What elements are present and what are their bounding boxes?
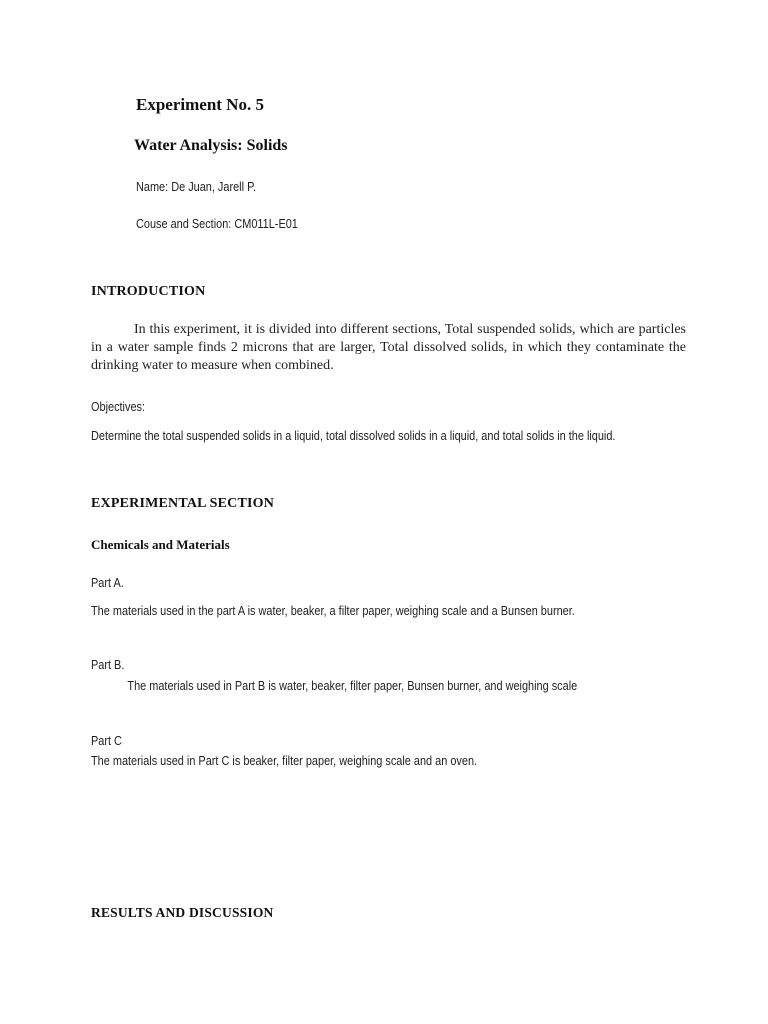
chemicals-materials-heading: Chemicals and Materials — [91, 537, 230, 552]
objectives-text: Determine the total suspended solids in a liquid, total dissolved solids in a liquid, and total solids in the liquid. — [91, 428, 616, 443]
part-b-label: Part B. — [91, 657, 125, 672]
results-heading: RESULTS AND DISCUSSION — [91, 905, 274, 920]
part-b-text: The materials used in Part B is water, beaker, filter paper, Bunsen burner, and weighing scale — [91, 678, 578, 693]
name-line: Name: De Juan, Jarell P. — [136, 179, 256, 194]
part-c-label: Part C — [91, 733, 122, 748]
part-c-text: The materials used in Part C is beaker, filter paper, weighing scale and an oven. — [91, 753, 478, 768]
introduction-heading: INTRODUCTION — [91, 284, 206, 299]
introduction-paragraph: In this experiment, it is divided into different sections, Total suspended solids, which are particles in a water sample finds 2 microns that are larger, Total dissolved solids, in which they contaminate the drinking water to measure when combined. — [91, 322, 686, 373]
objectives-label: Objectives: — [91, 399, 146, 414]
experimental-heading: EXPERIMENTAL SECTION — [91, 496, 275, 511]
course-section-line: Couse and Section: CM011L-E01 — [136, 216, 298, 231]
experiment-title: Experiment No. 5 — [136, 95, 264, 114]
part-a-text: The materials used in the part A is water, beaker, a filter paper, weighing scale and a Bunsen burner. — [91, 603, 575, 618]
experiment-subtitle: Water Analysis: Solids — [134, 137, 288, 154]
part-a-label: Part A. — [91, 575, 124, 590]
